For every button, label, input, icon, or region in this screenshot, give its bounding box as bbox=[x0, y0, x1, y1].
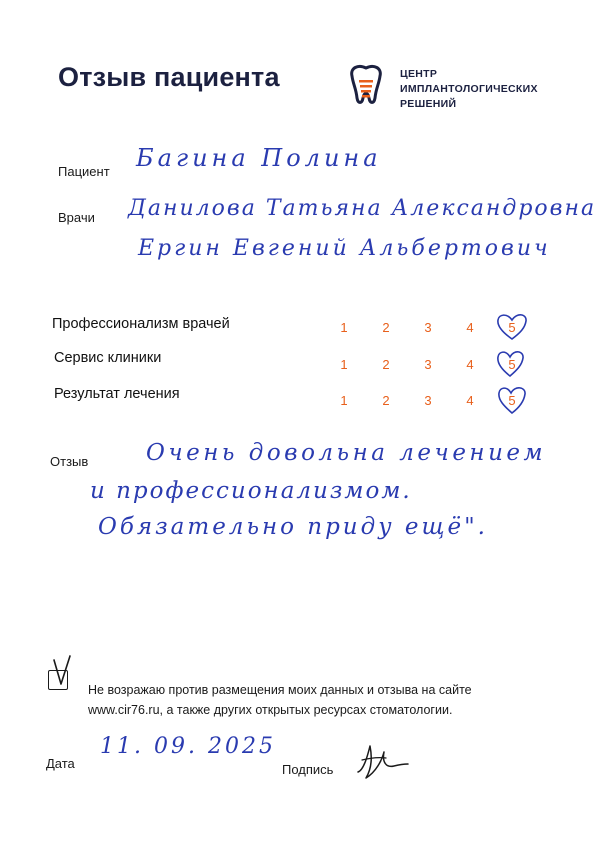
rating-option[interactable]: 4 bbox=[466, 357, 474, 372]
check-icon bbox=[48, 654, 76, 692]
date-label: Дата bbox=[46, 756, 75, 771]
rating-option-selected[interactable]: 5 bbox=[508, 320, 516, 335]
consent-line: Не возражаю против размещения моих данных и отзыва на сайте bbox=[88, 683, 472, 697]
logo-line: ЦЕНТР bbox=[400, 68, 438, 80]
rating-option[interactable]: 2 bbox=[382, 393, 390, 408]
rating-option[interactable]: 2 bbox=[382, 357, 390, 372]
doctor-name: Ергин Евгений Альбертович bbox=[138, 236, 551, 261]
signature-label: Подпись bbox=[282, 762, 334, 777]
rating-option[interactable]: 4 bbox=[466, 393, 474, 408]
patient-name: Багина Полина bbox=[136, 144, 382, 172]
rating-option[interactable]: 3 bbox=[424, 393, 432, 408]
review-label: Отзыв bbox=[50, 454, 89, 469]
heart-icon bbox=[494, 381, 530, 417]
tooth-icon bbox=[346, 62, 386, 108]
rating-option-selected[interactable]: 5 bbox=[508, 357, 516, 372]
consent-line: www.cir76.ru, а также других открытых ресурсах стоматологии. bbox=[88, 703, 453, 717]
doctor-name: Данилова Татьяна Александровна bbox=[128, 196, 597, 221]
rating-option[interactable]: 4 bbox=[466, 320, 474, 335]
doctors-label: Врачи bbox=[58, 210, 95, 225]
rating-option[interactable]: 3 bbox=[424, 320, 432, 335]
rating-criterion: Профессионализм врачей bbox=[52, 316, 230, 332]
logo-line: ИМПЛАНТОЛОГИЧЕСКИХ bbox=[400, 83, 538, 95]
heart-icon bbox=[494, 309, 530, 345]
rating-option[interactable]: 3 bbox=[424, 357, 432, 372]
rating-option[interactable]: 1 bbox=[340, 393, 348, 408]
rating-criterion: Результат лечения bbox=[54, 386, 180, 402]
logo-text bbox=[400, 67, 538, 112]
rating-option-selected[interactable]: 5 bbox=[508, 393, 516, 408]
rating-option[interactable]: 1 bbox=[340, 320, 348, 335]
patient-label: Пациент bbox=[58, 164, 110, 179]
review-text-line: и профессионализмом. bbox=[90, 478, 412, 504]
signature-mark bbox=[354, 742, 414, 782]
review-text-line: Обязательно приду ещё". bbox=[98, 514, 488, 540]
page-title: Отзыв пациента bbox=[58, 62, 280, 92]
date-value: 11. 09. 2025 bbox=[100, 734, 276, 759]
logo-line: РЕШЕНИЙ bbox=[400, 98, 457, 110]
consent-text bbox=[88, 680, 528, 720]
rating-criterion: Сервис клиники bbox=[54, 350, 162, 366]
heart-icon bbox=[492, 345, 528, 381]
rating-option[interactable]: 2 bbox=[382, 320, 390, 335]
review-text-line: Очень довольна лечением bbox=[146, 440, 547, 466]
rating-option[interactable]: 1 bbox=[340, 357, 348, 372]
